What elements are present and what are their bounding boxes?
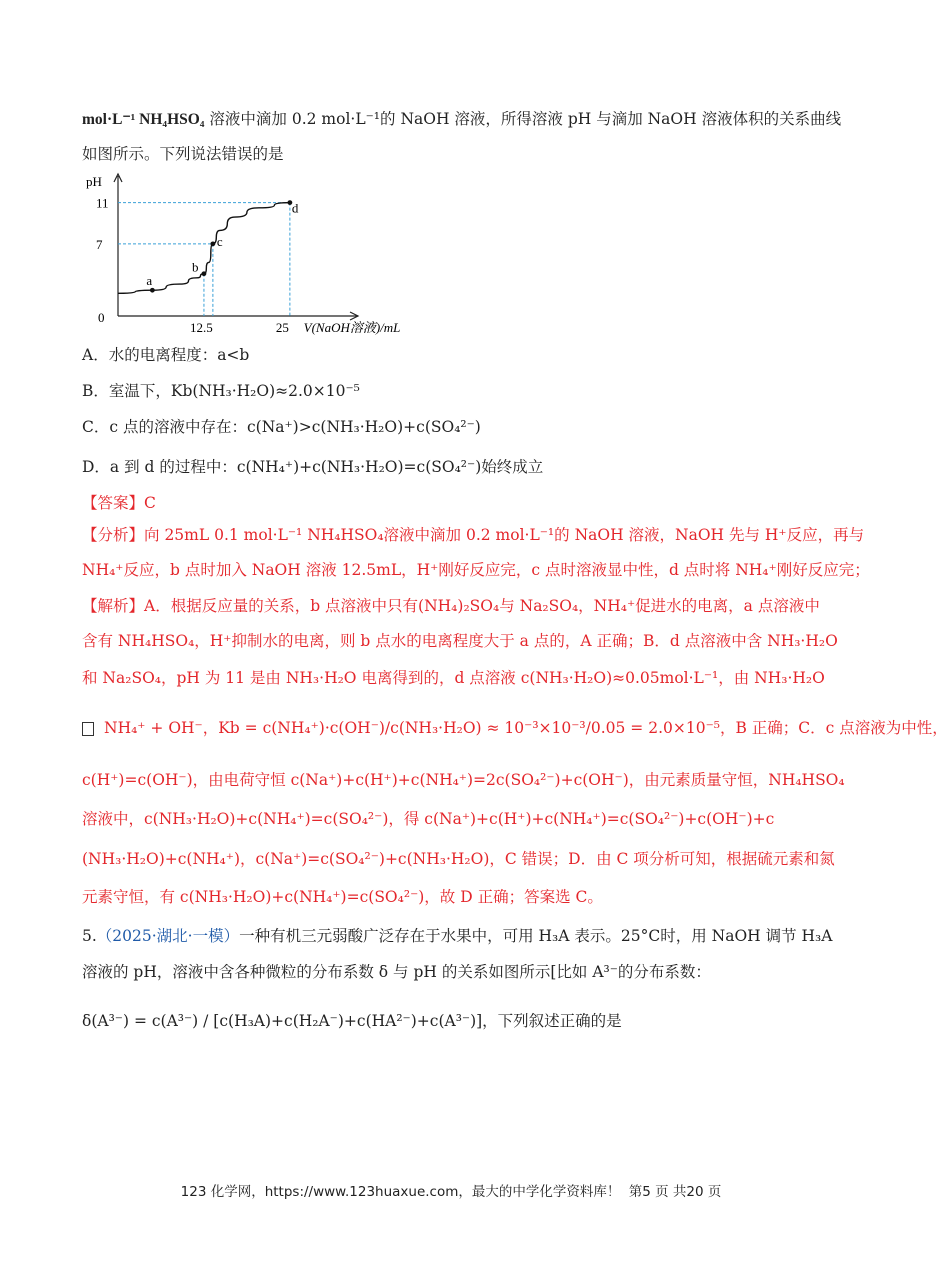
point-label-d: d (291, 200, 299, 216)
question-line-2: 如图所示。下列说法错误的是 (82, 145, 284, 163)
answer-line (82, 492, 842, 514)
explanation-tag: 【解析】 (82, 597, 145, 615)
point-label-b: b (191, 259, 199, 275)
explanation-line-5: c(H⁺)=c(OH⁻)，由电荷守恒 c(Na⁺)+c(H⁺)+c(NH₄⁺)=2c(SO₄²⁻)+c(OH⁻)，由元素质量守恒，NH₄HSO₄ (82, 771, 845, 789)
analysis-text-1: 向 25mL 0.1 mol·L⁻¹ NH₄HSO₄溶液中滴加 0.2 mol·L⁻¹的 NaOH 溶液，NaOH 先与 H⁺反应，再与 (144, 526, 865, 544)
question-5-text-1: 一种有机三元弱酸广泛存在于水果中，可用 H₃A 表示。25°C时，用 NaOH 调节 H₃A (239, 927, 833, 945)
question-5-source: （2025·湖北·一模） (96, 927, 240, 945)
page-footer (0, 1180, 902, 1200)
answer-tag: 【答案】 (82, 494, 145, 512)
x-tick-label-12.5: 12.5 (189, 320, 213, 335)
question-5-line-1 (82, 925, 842, 947)
origin-label: 0 (98, 310, 105, 325)
explanation-text-4: NH₄⁺ + OH⁻，Kb = c(NH₄⁺)·c(OH⁻)/c(NH₃·H₂O) ≈ 10⁻³×10⁻³/0.05 = 2.0×10⁻⁵，B 正确；C．c 点溶液为中性， (104, 719, 948, 737)
explanation-line-8: 元素守恒，有 c(NH₃·H₂O)+c(NH₄⁺)=c(SO₄²⁻)，故 D 正确；答案选 C。 (82, 888, 603, 906)
ph-titration-chart (82, 170, 401, 340)
question-line-1 (82, 108, 842, 131)
option-c: C．c 点的溶液中存在：c(Na⁺)>c(NH₃·H₂O)+c(SO₄²⁻) (82, 418, 481, 436)
option-a: A．水的电离程度：a<b (82, 346, 250, 364)
y-tick-label-11: 11 (96, 195, 109, 211)
x-tick-label-25: 25 (275, 320, 289, 335)
equilibrium-symbol (82, 722, 94, 736)
question-5-line-2: 溶液的 pH，溶液中含各种微粒的分布系数 δ 与 pH 的关系如图所示[比如 A³⁻的分布系数： (82, 963, 711, 981)
point-label-a: a (146, 273, 153, 289)
explanation-line-1 (82, 595, 842, 617)
analysis-line-1 (82, 524, 865, 546)
question-prefix: mol·L⁻¹ NH₄HSO₄ (82, 111, 205, 128)
answer-value: C (144, 494, 156, 512)
option-d: D．a 到 d 的过程中：c(NH₄⁺)+c(NH₃·H₂O)=c(SO₄²⁻)始终成立 (82, 458, 544, 476)
option-b: B．室温下，Kb(NH₃·H₂O)≈2.0×10⁻⁵ (82, 382, 360, 400)
explanation-line-3: 和 Na₂SO₄，pH 为 11 是由 NH₃·H₂O 电离得到的，d 点溶液 c(NH₃·H₂O)≈0.05mol·L⁻¹，由 NH₃·H₂O (82, 669, 825, 687)
y-tick-label-7: 7 (96, 236, 103, 252)
y-axis-label: pH (86, 174, 102, 189)
analysis-tag: 【分析】 (82, 526, 145, 544)
explanation-line-7: (NH₃·H₂O)+c(NH₄⁺)，c(Na⁺)=c(SO₄²⁻)+c(NH₃·H₂O)，C 错误；D．由 C 项分析可知，根据硫元素和氮 (82, 850, 835, 868)
explanation-line-2: 含有 NH₄HSO₄，H⁺抑制水的电离，则 b 点水的电离程度大于 a 点的，A 正确；B．d 点溶液中含 NH₃·H₂O (82, 632, 838, 650)
explanation-text-1: A．根据反应量的关系，b 点溶液中只有(NH₄)₂SO₄与 Na₂SO₄，NH₄⁺促进水的电离，a 点溶液中 (144, 597, 820, 615)
question-text: 溶液中滴加 0.2 mol·L⁻¹的 NaOH 溶液，所得溶液 pH 与滴加 NaOH 溶液体积的关系曲线 (209, 110, 842, 128)
x-axis-label: V(NaOH溶液)/mL (303, 320, 401, 335)
explanation-line-6: 溶液中，c(NH₃·H₂O)+c(NH₄⁺)=c(SO₄²⁻)，得 c(Na⁺)+c(H⁺)+c(NH₄⁺)=c(SO₄²⁻)+c(OH⁻)+c (82, 810, 775, 828)
point-b (202, 271, 207, 276)
explanation-line-4 (82, 717, 948, 739)
footer-page-number: 第5 页 共20 页 (628, 1184, 722, 1200)
question-5-number: 5. (82, 927, 97, 945)
point-c (210, 241, 215, 246)
footer-site: 123 化学网，https://www.123huaxue.com，最大的中学化学资料库！ (180, 1184, 621, 1200)
question-5-line-3: δ(A³⁻) = c(A³⁻) / [c(H₃A)+c(H₂A⁻)+c(HA²⁻)+c(A³⁻)]，下列叙述正确的是 (82, 1012, 622, 1030)
analysis-line-2: NH₄⁺反应，b 点时加入 NaOH 溶液 12.5mL，H⁺刚好反应完，c 点时溶液显中性，d 点时将 NH₄⁺刚好反应完； (82, 561, 870, 579)
point-a (150, 288, 155, 293)
point-label-c: c (216, 233, 223, 249)
